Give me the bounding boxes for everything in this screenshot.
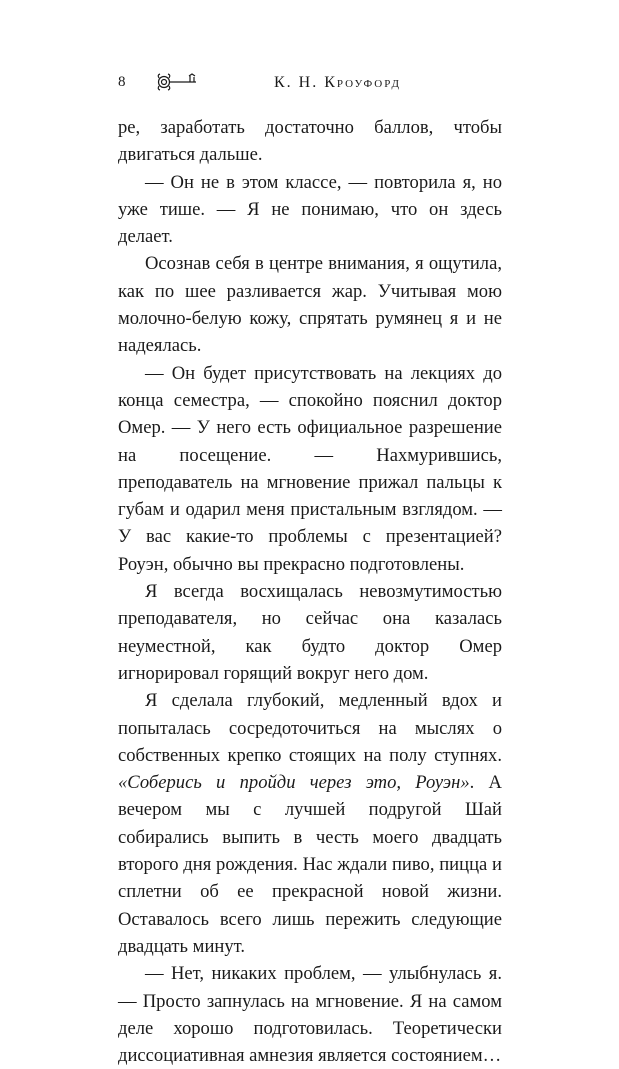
italic-quote: «Соберись и пройди через это, Роуэн» — [118, 772, 470, 794]
paragraph-text: Я сделала глубокий, медленный вдох и попыталась сосредоточиться на мыслях о собственных крепко стоящих на полу ступнях. — [118, 690, 502, 766]
paragraph: Я всегда восхищалась невозмутимостью преподавателя, но сейчас она казалась неуместной, как будто доктор Омер игнорировал горящий вокруг него дом. — [118, 581, 502, 684]
page-header — [118, 72, 502, 96]
paragraph-text: . А вечером мы с лучшей подругой Шай собирались выпить в честь моего двадцать второго дня рождения. Нас ждали пиво, пицца и сплетни об ее прекрасной новой жизни. Оставалось всего лишь пережить следующие двадцать минут. — [118, 772, 502, 957]
paragraph: Осознав себя в центре внимания, я ощутила, как по шее разливается жар. Учитывая мою молочно-белую кожу, спрятать румянец я и не надеялась. — [118, 253, 502, 357]
paragraph: — Он не в этом классе, — повторила я, но уже тише. — Я не понимаю, что он здесь делает. — [118, 171, 502, 248]
running-head: К. Н. Кроуфорд — [274, 74, 402, 91]
page-number: 8 — [118, 74, 126, 90]
key-ornament-icon — [156, 72, 202, 92]
paragraph — [118, 687, 502, 960]
body-text — [118, 114, 502, 1069]
paragraph: ре, заработать достаточно баллов, чтобы двигаться дальше. — [118, 117, 502, 166]
paragraph: — Нет, никаких проблем, — улыбнулась я. — Просто запнулась на мгновение. Я на самом деле хорошо подготовилась. Теоретически диссоциативная амнезия является состоянием… — [118, 963, 502, 1067]
paragraph: — Он будет присутствовать на лекциях до конца семестра, — спокойно пояснил доктор Омер. — У него есть официальное разрешение на посещение. — Нахмурившись, преподаватель на мгновение прижал пальцы к губам и одарил меня пристальным взглядом. — У вас какие-то проблемы с презентацией? Роуэн, обычно вы прекрасно подготовлены. — [118, 362, 502, 575]
